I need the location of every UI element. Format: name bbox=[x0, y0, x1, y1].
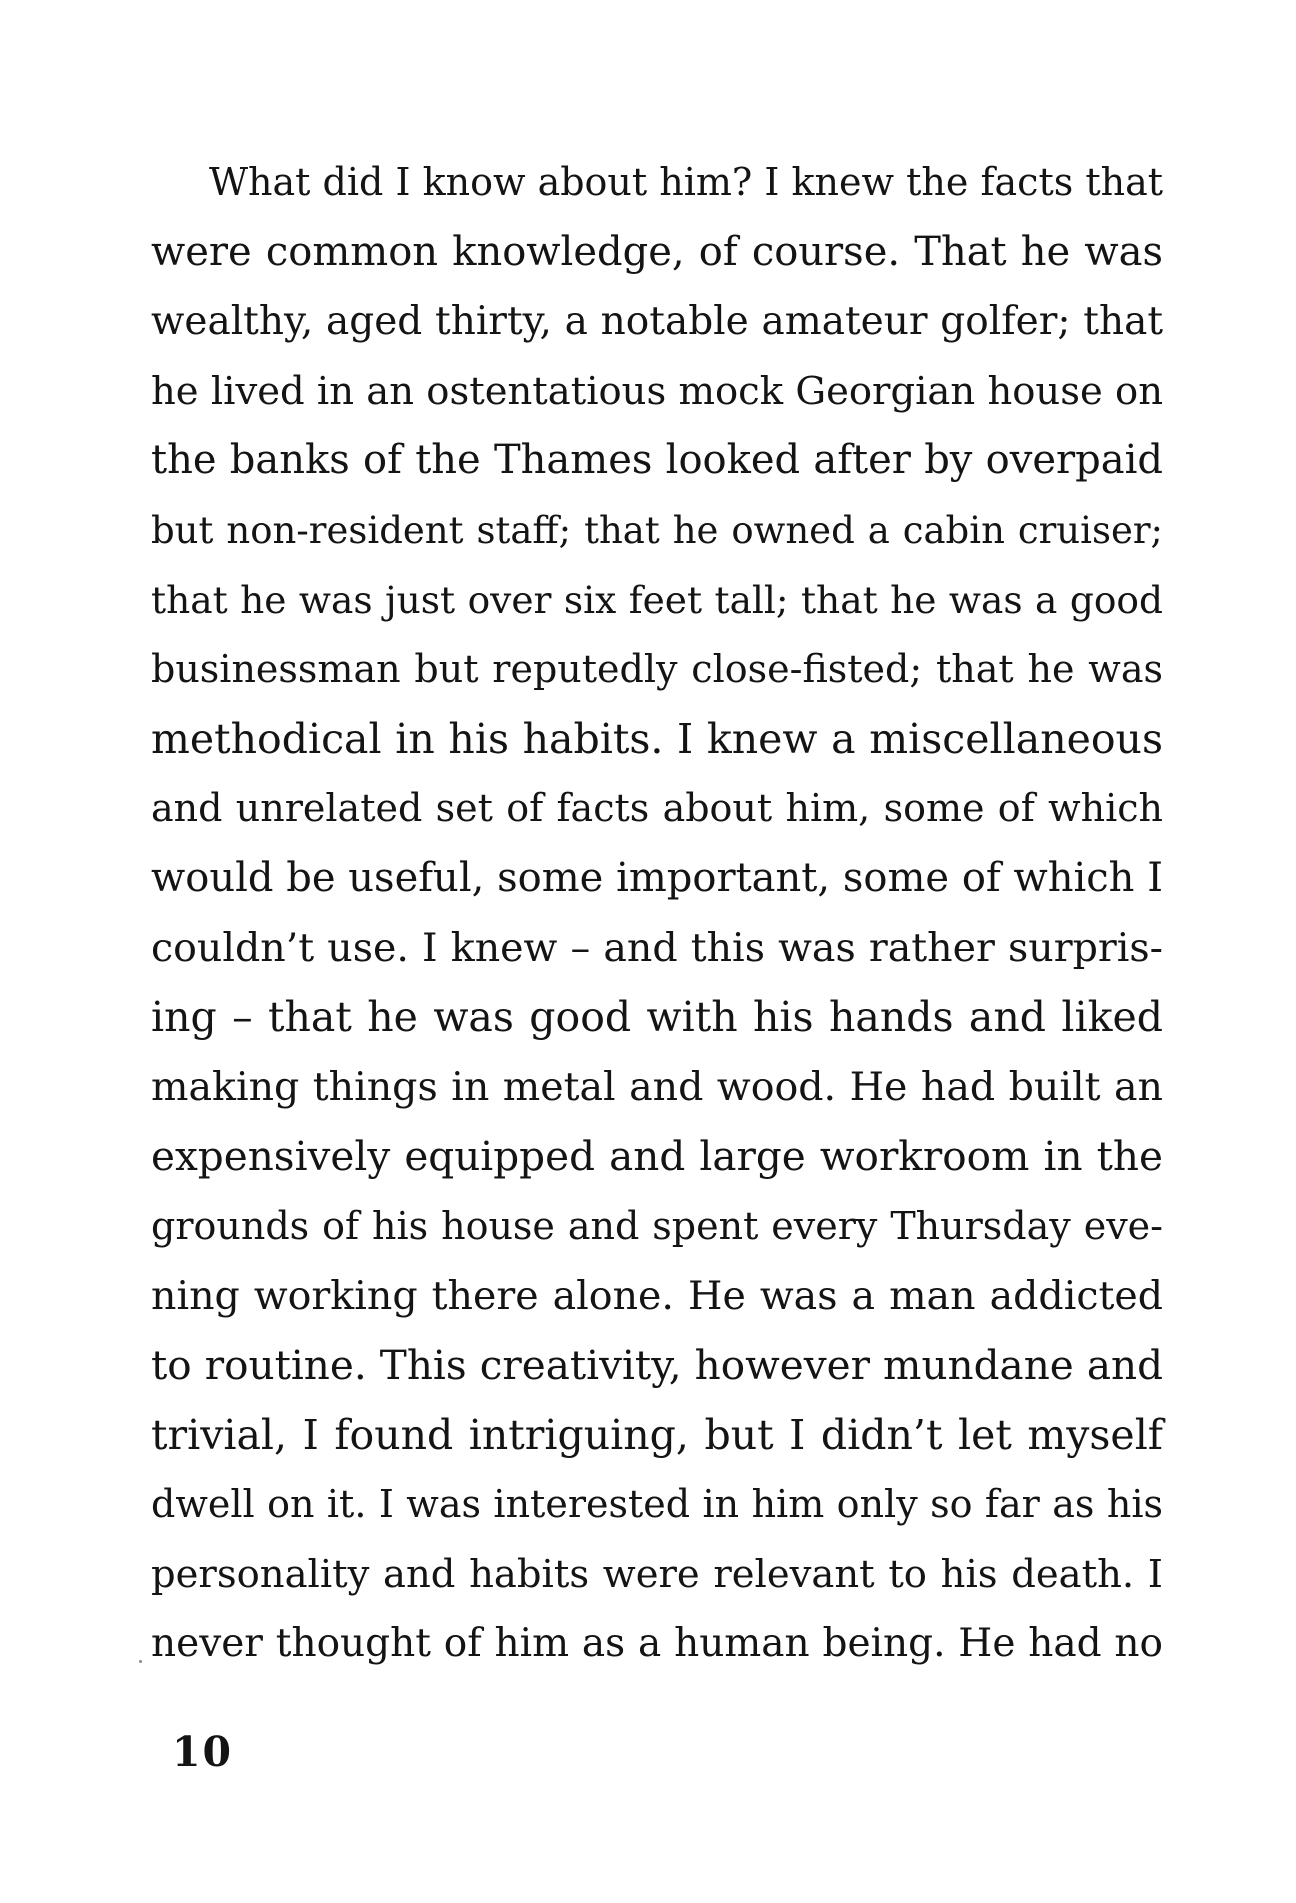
text-line: expensively equipped and large workroom in the bbox=[151, 1132, 1163, 1181]
text-line: ning working there alone. He was a man addicted bbox=[151, 1272, 1163, 1319]
text-line: personality and habits were relevant to his death. I bbox=[151, 1551, 1163, 1597]
text-line: wealthy, aged thirty, a notable amateur golfer; that bbox=[151, 299, 1163, 345]
text-line: would be useful, some important, some of which I bbox=[151, 854, 1163, 901]
text-line: grounds of his house and spent every Thursday eve- bbox=[151, 1203, 1163, 1248]
text-line: businessman but reputedly close-fisted; that he was bbox=[151, 647, 1163, 692]
page-number: 10 bbox=[172, 1728, 234, 1776]
text-line: but non-resident staff; that he owned a cabin cruiser; bbox=[151, 508, 1163, 552]
text-line: the banks of the Thames looked after by overpaid bbox=[151, 437, 1163, 484]
text-line: he lived in an ostentatious mock Georgian house on bbox=[151, 368, 1163, 414]
text-line: never thought of him as a human being. He had no bbox=[151, 1621, 1163, 1667]
text-line: dwell on it. I was interested in him only so far as his bbox=[151, 1482, 1163, 1527]
text-line: making things in metal and wood. He had built an bbox=[151, 1063, 1163, 1110]
text-line: What did I know about him? I knew the facts that bbox=[209, 160, 1163, 204]
text-line: trivial, I found intriguing, but I didn’t let myself bbox=[151, 1410, 1163, 1459]
text-line: were common knowledge, of course. That he was bbox=[151, 228, 1163, 275]
text-line: to routine. This creativity, however mundane and bbox=[151, 1341, 1163, 1390]
text-line: and unrelated set of facts about him, some of which bbox=[151, 786, 1163, 831]
text-line: that he was just over six feet tall; that he was a good bbox=[151, 577, 1163, 622]
text-line: methodical in his habits. I knew a miscellaneous bbox=[151, 714, 1163, 763]
text-line: couldn’t use. I knew – and this was rather surpris- bbox=[151, 924, 1163, 971]
text-line: ing – that he was good with his hands and liked bbox=[151, 993, 1163, 1042]
body-paragraph bbox=[151, 148, 1163, 1679]
scan-speck bbox=[139, 1660, 142, 1663]
